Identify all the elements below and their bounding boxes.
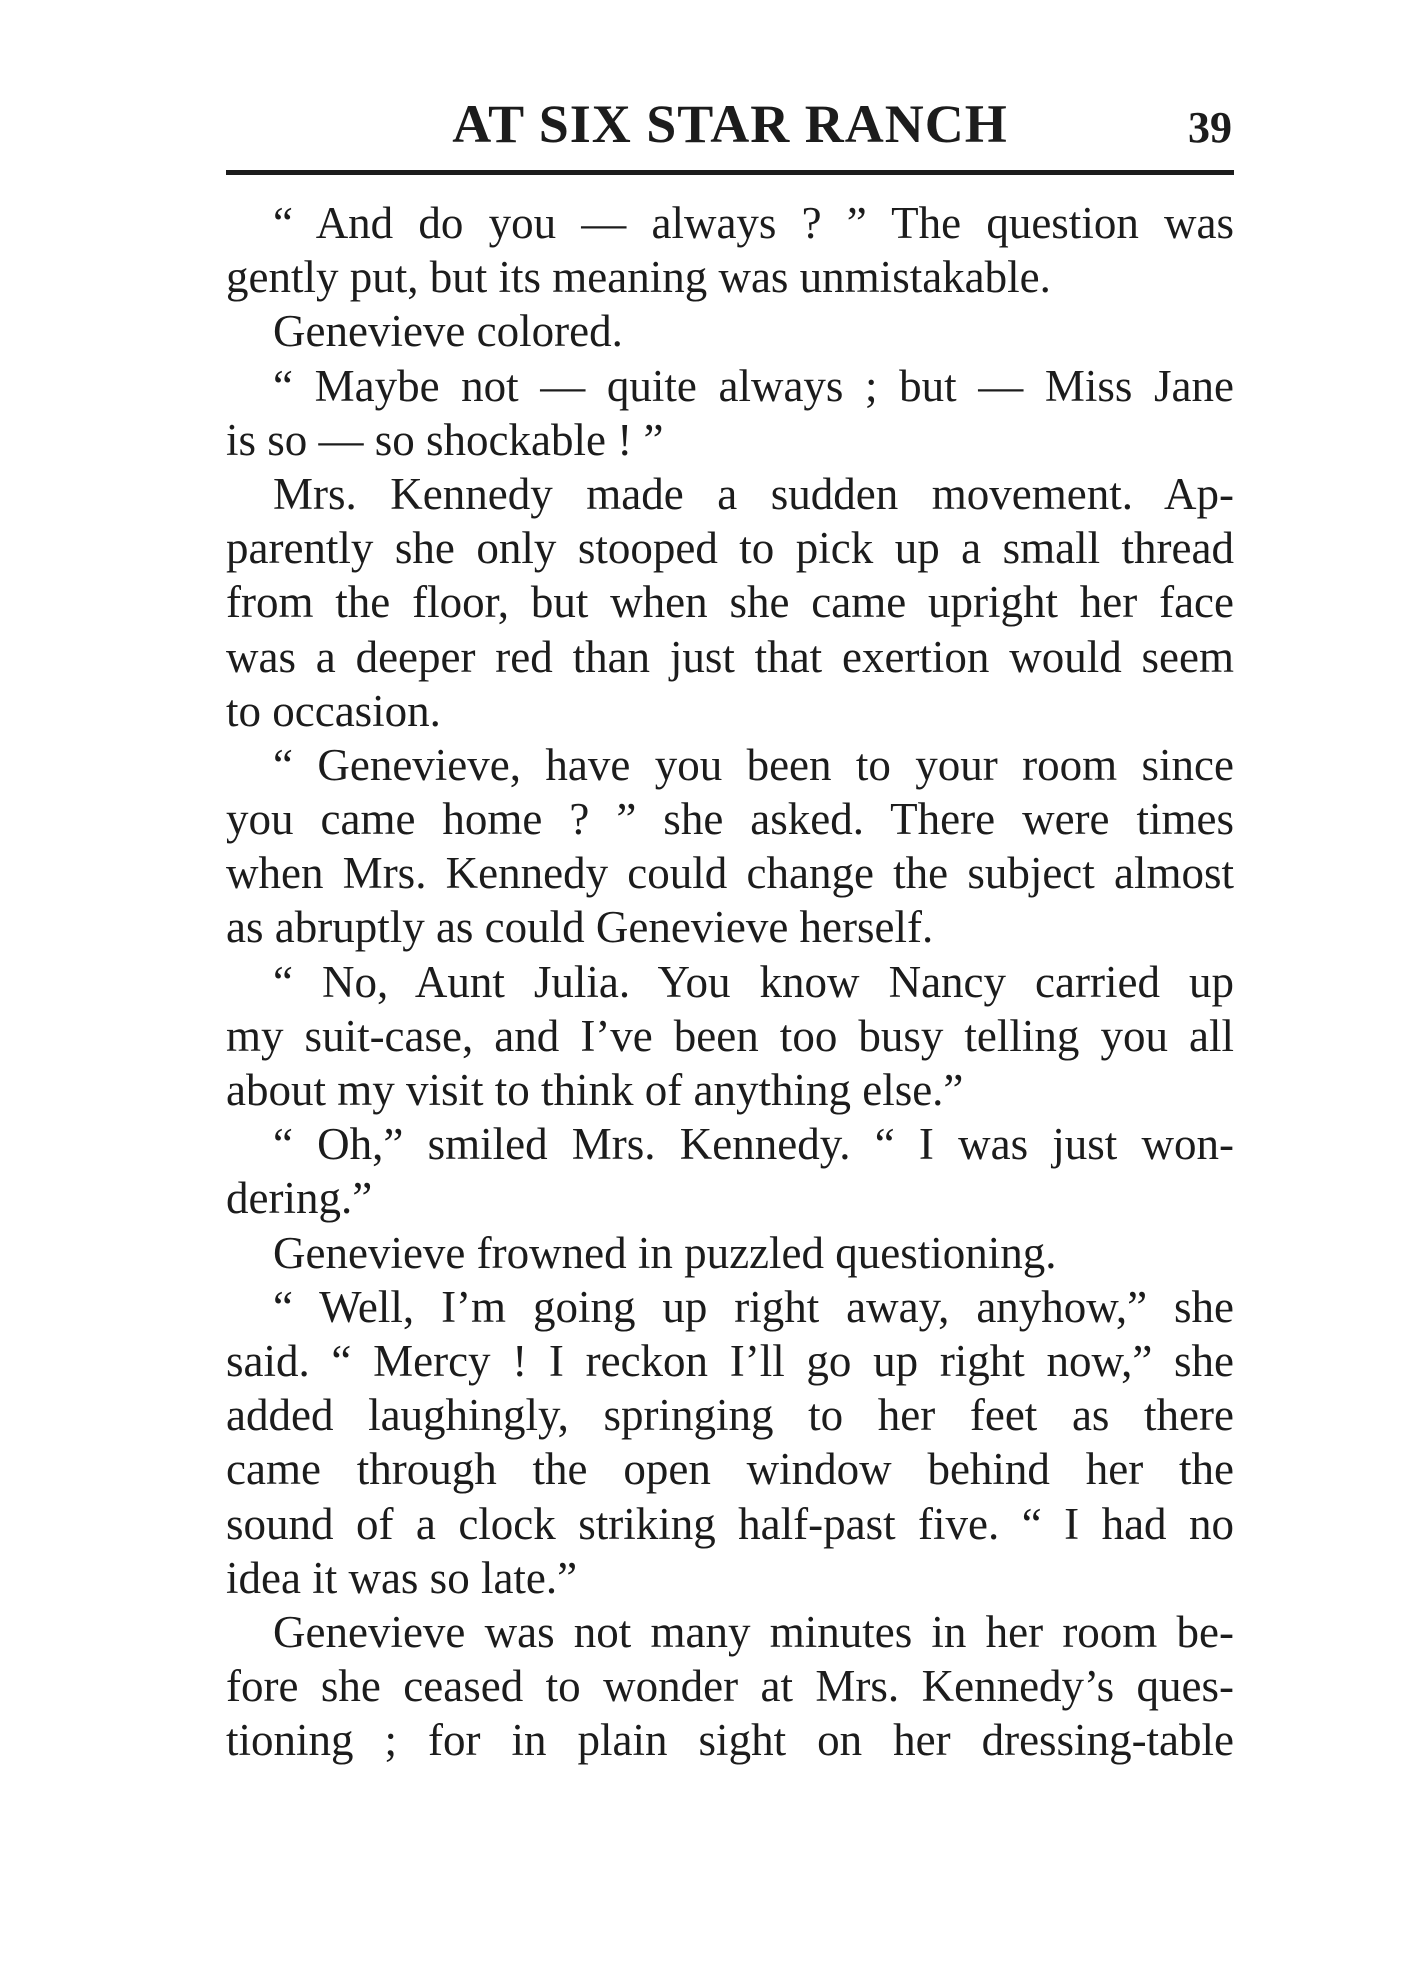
- text-line: Genevieve was not many minutes in her room be-: [273, 1606, 1234, 1657]
- text-line: said. “ Mercy ! I reckon I’ll go up right now,” she: [226, 1335, 1234, 1386]
- text-line: Genevieve colored.: [273, 306, 623, 357]
- text-line: “ Well, I’m going up right away, anyhow,” she: [273, 1281, 1234, 1332]
- text-line: “ Oh,” smiled Mrs. Kennedy. “ I was just won-: [273, 1119, 1234, 1170]
- text-line: idea it was so late.”: [226, 1552, 578, 1603]
- body-text: [226, 196, 1234, 1767]
- text-line: sound of a clock striking half-past five. “ I had no: [226, 1498, 1234, 1549]
- text-line: is so — so shockable ! ”: [226, 414, 664, 465]
- text-line: from the floor, but when she came upright her face: [226, 577, 1234, 628]
- text-line: to occasion.: [226, 685, 441, 736]
- text-line: “ Maybe not — quite always ; but — Miss Jane: [273, 360, 1234, 411]
- text-line: as abruptly as could Genevieve herself.: [226, 902, 934, 953]
- text-line: tioning ; for in plain sight on her dressing-table: [226, 1715, 1234, 1766]
- text-line: parently she only stooped to pick up a small thread: [226, 523, 1234, 574]
- text-line: Mrs. Kennedy made a sudden movement. Ap-: [273, 468, 1234, 519]
- text-line: you came home ? ” she asked. There were times: [226, 794, 1234, 845]
- text-line: gently put, but its meaning was unmistakable.: [226, 252, 1051, 303]
- text-line: Genevieve frowned in puzzled questioning.: [273, 1227, 1057, 1278]
- running-title: AT SIX STAR RANCH: [452, 94, 1008, 154]
- text-line: fore she ceased to wonder at Mrs. Kennedy’s ques-: [226, 1661, 1234, 1712]
- text-line: about my visit to think of anything else.”: [226, 1065, 964, 1115]
- text-line: added laughingly, springing to her feet as there: [226, 1390, 1234, 1441]
- text-line: “ No, Aunt Julia. You know Nancy carried up: [273, 956, 1234, 1007]
- text-line: dering.”: [226, 1173, 373, 1224]
- text-line: “ Genevieve, have you been to your room since: [273, 739, 1234, 790]
- text-line: when Mrs. Kennedy could change the subject almost: [226, 848, 1234, 899]
- text-line: came through the open window behind her the: [226, 1444, 1234, 1495]
- text-line: “ And do you — always ? ” The question was: [273, 198, 1234, 248]
- text-line: my suit-case, and I’ve been too busy telling you all: [226, 1010, 1234, 1061]
- text-line: was a deeper red than just that exertion would seem: [226, 631, 1234, 682]
- running-head: [228, 92, 1232, 162]
- header-rule: [226, 170, 1234, 175]
- page-number: 39: [1188, 103, 1232, 152]
